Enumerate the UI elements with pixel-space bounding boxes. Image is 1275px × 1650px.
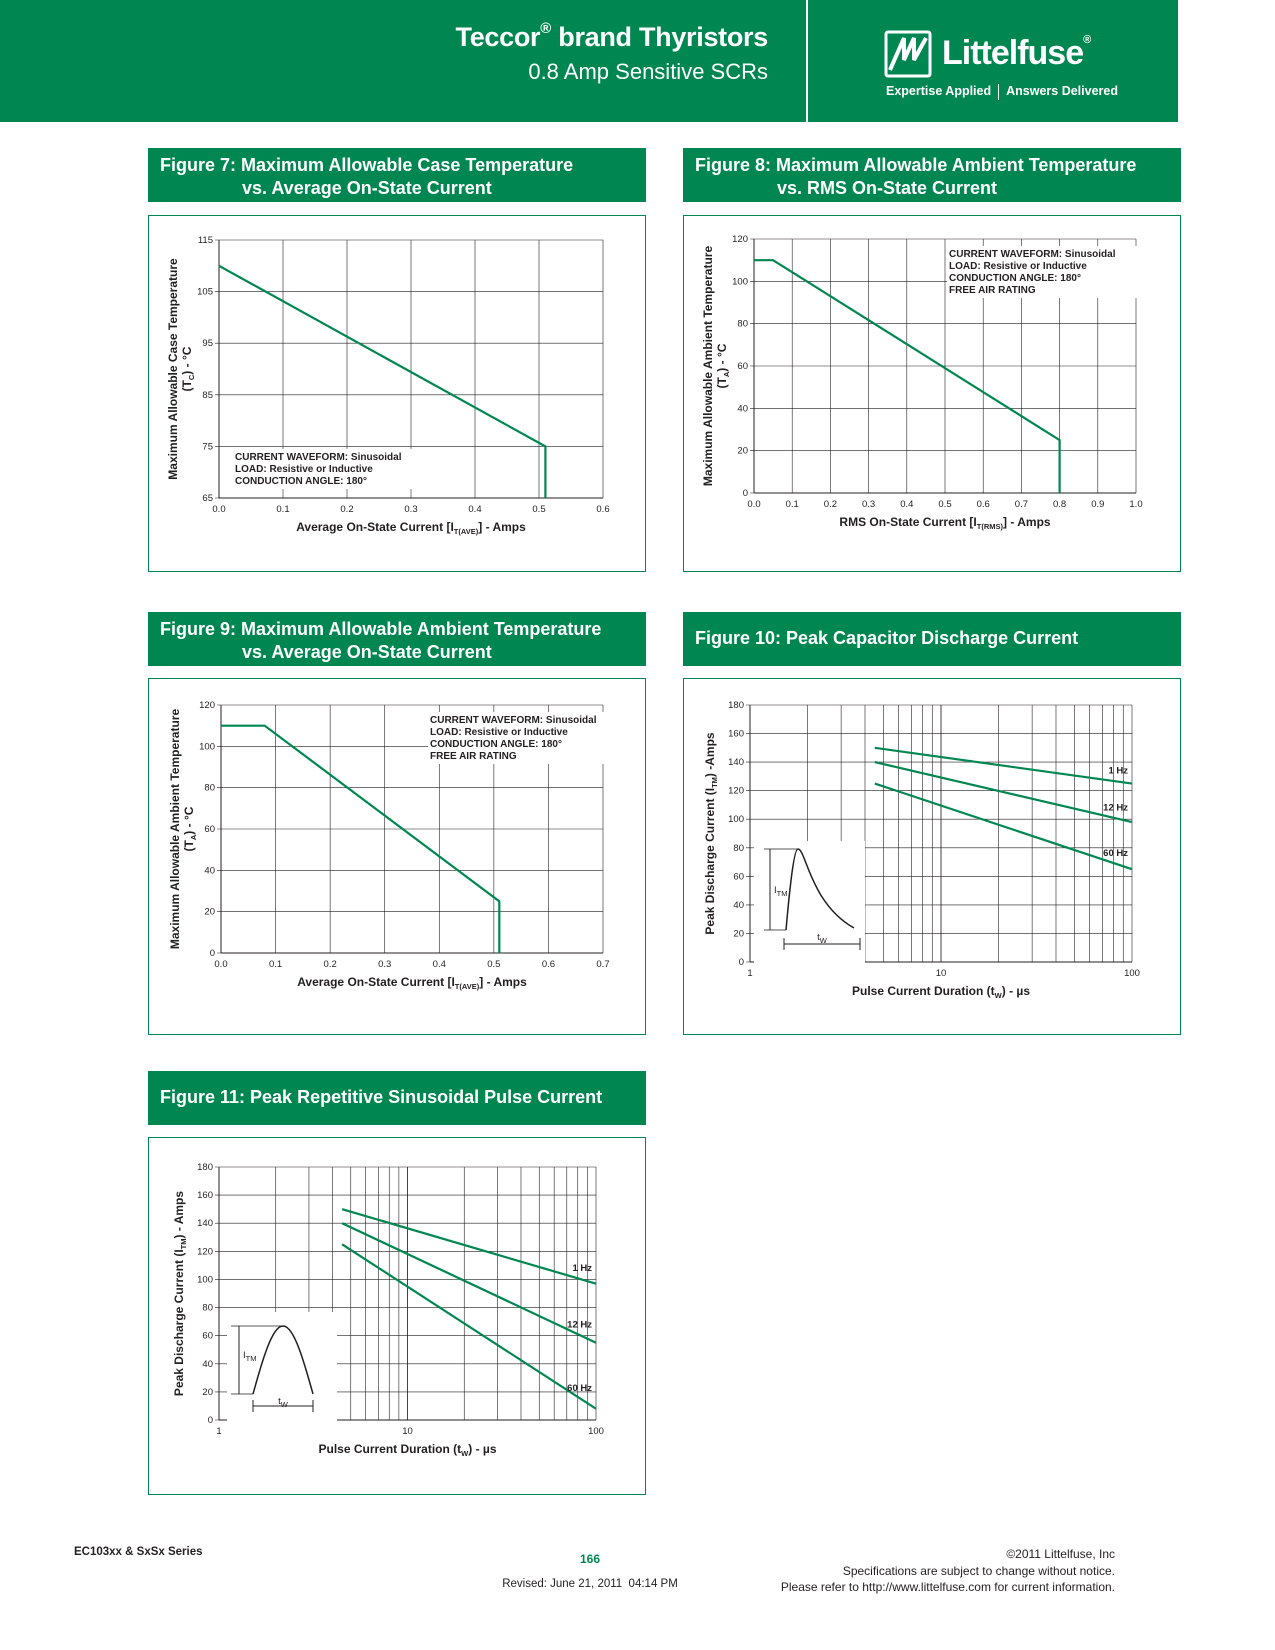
y-tick-label: 75 [202, 441, 213, 453]
y-tick-label: 100 [732, 276, 748, 288]
y-tick-label: 0 [738, 957, 744, 968]
chart-note: CONDUCTION ANGLE: 180° [949, 273, 1081, 284]
chart-note: LOAD: Resistive or Inductive [235, 464, 373, 475]
inset-background [754, 841, 865, 963]
y-tick-label: 120 [199, 700, 215, 711]
x-tick-label: 0.4 [900, 499, 914, 510]
copyright: ©2011 Littelfuse, Inc [1006, 1547, 1115, 1561]
y-tick-label: 0 [209, 948, 215, 959]
itm-label: $I_{TM}$ [774, 885, 788, 898]
x-tick-label: 0.2 [340, 504, 354, 515]
y-tick-label: 140 [728, 757, 744, 769]
x-tick-label: 0.5 [938, 499, 952, 510]
x-axis-label: RMS On-State Current $[I_{T(RMS)}]$ - Amps [839, 515, 1051, 531]
y-tick-label: 180 [197, 1162, 213, 1173]
y-tick-label: 20 [737, 445, 748, 457]
y-axis-label-units: $(T_A) - ^\circ C$ [182, 806, 198, 852]
y-tick-label: 120 [732, 234, 748, 245]
y-tick-label: 180 [728, 700, 744, 711]
chart-note: LOAD: Resistive or Inductive [430, 727, 568, 738]
y-axis-label: Maximum Allowable Ambient Temperature [168, 708, 182, 950]
x-tick-label: 1 [747, 968, 753, 979]
y-tick-label: 0 [742, 488, 748, 499]
y-tick-label: 100 [197, 1274, 213, 1286]
figure-8-svg [684, 216, 1182, 573]
x-axis-label: Pulse Current Duration $(t_W)$ - µs [318, 1442, 497, 1458]
x-tick-label: 0.0 [214, 959, 228, 970]
y-tick-label: 40 [737, 403, 748, 415]
x-tick-label: 0.6 [976, 499, 990, 510]
series-line [342, 1223, 596, 1342]
chart-note: FREE AIR RATING [949, 285, 1036, 296]
y-tick-label: 65 [202, 493, 213, 504]
x-tick-label: 100 [1124, 968, 1140, 979]
series-label: 12 Hz [1103, 802, 1128, 814]
x-tick-label: 100 [588, 1426, 604, 1437]
y-tick-label: 120 [728, 785, 744, 797]
y-axis-label: Peak Discharge Current $(I_{TM})$ - Amps [172, 1190, 188, 1397]
y-tick-label: 160 [197, 1190, 213, 1202]
x-tick-label: 0.3 [404, 504, 418, 515]
x-axis-label: Average On-State Current $[I_{T(AVE)}]$ - Amps [296, 520, 526, 536]
x-tick-label: 0.4 [432, 959, 446, 970]
chart-note: LOAD: Resistive or Inductive [949, 261, 1087, 272]
y-tick-label: 60 [737, 361, 748, 372]
x-tick-label: 1 [216, 1426, 222, 1437]
x-tick-label: 0.4 [468, 504, 482, 515]
spec-note: Specifications are subject to change without notice. [842, 1563, 1115, 1578]
tagline-separator [998, 84, 999, 100]
tw-label: $t_W$ [817, 932, 827, 945]
x-tick-label: 0.3 [861, 499, 876, 510]
y-tick-label: 100 [199, 741, 215, 753]
y-tick-label: 115 [197, 235, 213, 246]
littelfuse-logo-icon [884, 30, 932, 78]
x-tick-label: 0.0 [212, 504, 226, 515]
figure-10-chart [683, 678, 1181, 1035]
x-tick-label: 0.5 [487, 959, 501, 970]
y-tick-label: 60 [204, 824, 215, 835]
y-tick-label: 85 [202, 389, 213, 401]
series-label: 1 Hz [1108, 765, 1128, 777]
y-tick-label: 80 [202, 1302, 213, 1314]
chart-note: FREE AIR RATING [430, 751, 517, 762]
x-tick-label: 0.2 [323, 959, 337, 970]
figure-9-svg [149, 679, 647, 1036]
figure-7-chart [148, 215, 646, 572]
series-line [875, 762, 1132, 822]
series-line [875, 748, 1132, 784]
y-tick-label: 60 [202, 1330, 213, 1342]
y-tick-label: 60 [733, 871, 744, 883]
chart-note: CONDUCTION ANGLE: 180° [430, 739, 562, 750]
y-axis-label-units: $(T_A) - ^\circ C$ [715, 343, 731, 389]
series-label: 60 Hz [567, 1382, 592, 1394]
chart-note: CURRENT WAVEFORM: Sinusoidal [235, 452, 402, 463]
x-tick-label: 0.3 [378, 959, 392, 970]
x-tick-label: 10 [935, 968, 947, 979]
x-tick-label: 0.2 [823, 499, 838, 510]
y-tick-label: 80 [733, 842, 744, 854]
refer-note: Please refer to http://www.littelfuse.com for current information. [780, 1580, 1115, 1594]
y-tick-label: 105 [197, 286, 213, 298]
figure-7-title: Figure 7: Maximum Allowable Case Temperature vs. Average On-State Current [148, 148, 646, 202]
y-axis-label: Maximum Allowable Case Temperature [166, 258, 180, 480]
tagline-right: Answers Delivered [1006, 84, 1118, 98]
figure-10-title: Figure 10: Peak Capacitor Discharge Current [683, 612, 1181, 666]
chart-note: CONDUCTION ANGLE: 180° [235, 476, 367, 487]
figure-10-svg [684, 679, 1182, 1036]
figure-11-chart [148, 1137, 646, 1495]
header-banner [0, 0, 1178, 122]
y-tick-label: 20 [202, 1386, 213, 1398]
footer-series: EC103xx & SxSx Series [74, 1546, 203, 1558]
tagline [886, 84, 1118, 100]
y-axis-label-units: $(T_C) - ^\circ C$ [180, 346, 196, 392]
tagline-left: Expertise Applied [886, 84, 992, 98]
y-tick-label: 20 [204, 906, 215, 918]
x-tick-label: 0.6 [596, 504, 610, 515]
x-tick-label: 0.0 [747, 499, 761, 510]
x-axis-label: Pulse Current Duration $(t_W)$ - µs [851, 984, 1031, 1000]
y-tick-label: 140 [197, 1218, 213, 1230]
page-title: Teccor® brand Thyristors [455, 20, 768, 52]
page-number: 166 [579, 1552, 601, 1566]
figure-11-svg [149, 1138, 647, 1496]
y-axis-label: Peak Discharge Current $(I_{TM})$ -Amps [703, 732, 719, 935]
header-divider [806, 0, 808, 122]
x-tick-label: 0.7 [1014, 499, 1029, 510]
footer-legal [781, 1546, 1115, 1596]
x-tick-label: 0.1 [276, 504, 290, 515]
x-tick-label: 0.8 [1052, 499, 1067, 510]
tw-label: $t_W$ [278, 1396, 288, 1409]
x-tick-label: 1.0 [1129, 499, 1143, 510]
figure-8-title: Figure 8: Maximum Allowable Ambient Temperature vs. RMS On-State Current [683, 148, 1181, 202]
x-tick-label: 0.1 [785, 499, 799, 510]
y-tick-label: 95 [202, 338, 213, 350]
series-label: 12 Hz [567, 1319, 592, 1331]
figure-8-chart [683, 215, 1181, 572]
x-tick-label: 10 [402, 1426, 413, 1437]
chart-note: CURRENT WAVEFORM: Sinusoidal [430, 715, 597, 726]
x-tick-label: 0.1 [268, 959, 283, 970]
y-tick-label: 100 [728, 814, 744, 826]
y-tick-label: 80 [737, 318, 748, 330]
y-axis-label: Maximum Allowable Ambient Temperature [701, 245, 715, 487]
itm-label: $I_{TM}$ [243, 1350, 257, 1363]
x-axis-label: Average On-State Current $[I_{T(AVE)}]$ - Amps [297, 975, 527, 991]
y-tick-label: 40 [733, 899, 744, 911]
x-tick-label: 0.9 [1091, 499, 1105, 510]
series-line [342, 1209, 596, 1283]
y-tick-label: 40 [202, 1358, 213, 1370]
x-tick-label: 0.7 [596, 959, 610, 970]
series-label: 60 Hz [1103, 848, 1128, 860]
x-tick-label: 0.5 [532, 504, 546, 515]
series-line [875, 784, 1132, 870]
y-tick-label: 0 [207, 1415, 213, 1426]
y-tick-label: 120 [197, 1246, 213, 1258]
figure-11-title: Figure 11: Peak Repetitive Sinusoidal Pulse Current [148, 1071, 646, 1125]
y-tick-label: 160 [728, 728, 744, 740]
series-label: 1 Hz [572, 1263, 592, 1275]
x-tick-label: 0.6 [541, 959, 556, 970]
figure-9-title: Figure 9: Maximum Allowable Ambient Temperature vs. Average On-State Current [148, 612, 646, 666]
figure-9-chart [148, 678, 646, 1035]
logo-wordmark: Littelfuse® [942, 34, 1091, 72]
page-subtitle: 0.8 Amp Sensitive SCRs [528, 59, 768, 84]
figure-7-svg [149, 216, 647, 573]
series-line [342, 1244, 596, 1408]
y-tick-label: 40 [204, 865, 215, 877]
y-tick-label: 80 [204, 782, 215, 794]
revision-date: Revised: June 21, 2011 04:14 PM [502, 1578, 678, 1590]
chart-note: CURRENT WAVEFORM: Sinusoidal [949, 249, 1116, 260]
y-tick-label: 20 [733, 928, 744, 940]
